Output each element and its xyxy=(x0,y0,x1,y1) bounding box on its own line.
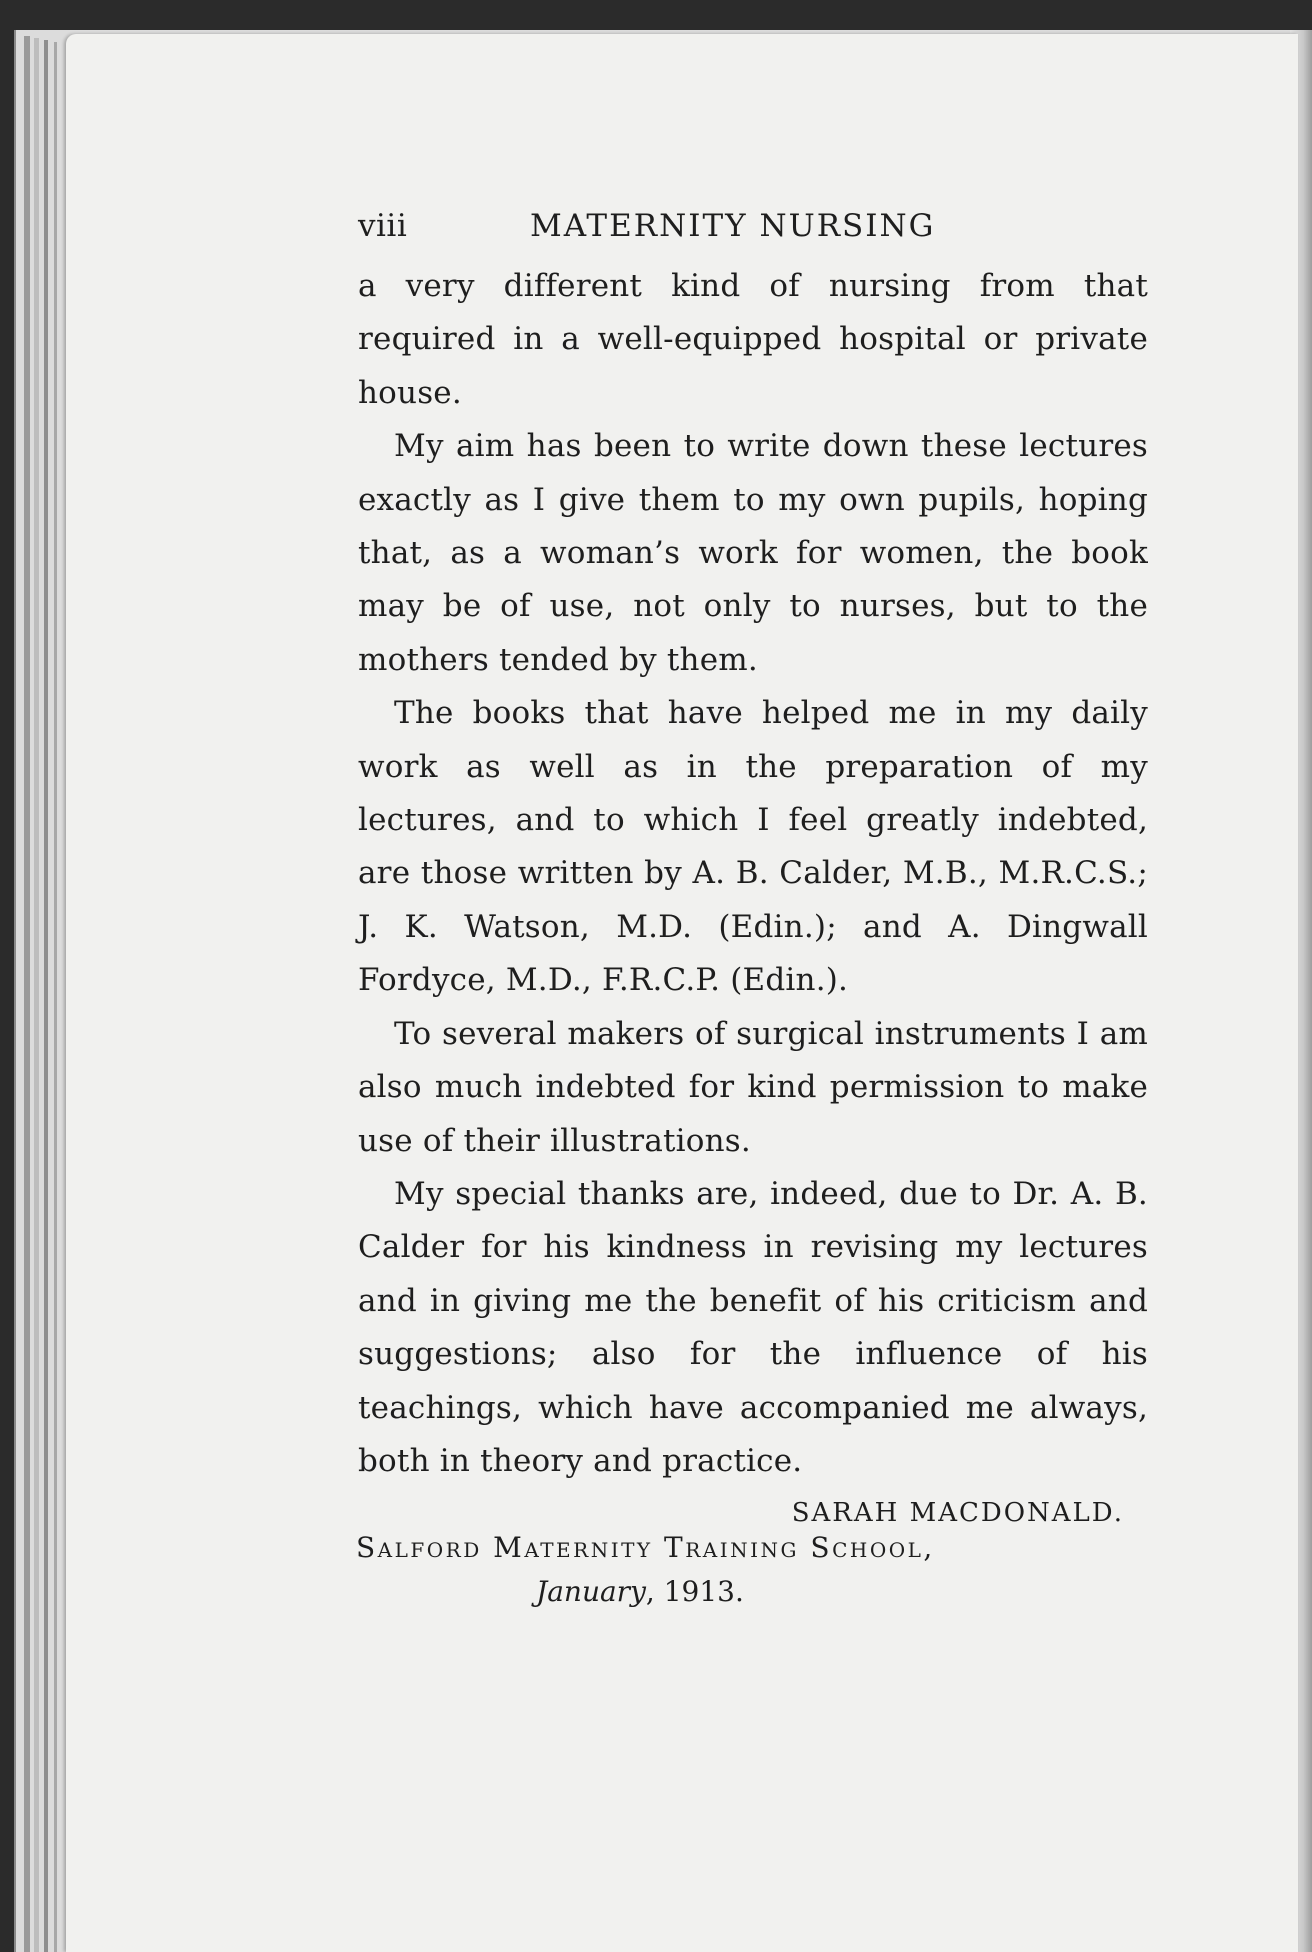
date-line xyxy=(356,1570,1056,1614)
page-edge xyxy=(34,38,39,1952)
running-title: MATERNITY NURSING xyxy=(530,208,936,244)
address-block xyxy=(356,1526,1056,1614)
page-edge xyxy=(24,36,30,1952)
paragraph-5: My special thanks are, indeed, due to Dr. A. B. Calder for his kindness in revising my lectures and in giving me the benefit of his criticism and suggestions; also for the influence of his teachings, which have accompanied me always, both in theory and practice. xyxy=(358,1175,1148,1479)
page-body xyxy=(358,200,1148,1538)
page-edge xyxy=(44,40,48,1952)
date-month: January xyxy=(536,1575,646,1608)
paragraph-2: My aim has been to write down these lectures exactly as I give them to my own pupils, hoping that, as a woman’s work for women, the book may be of use, not only to nurses, but to the mothers tended by them. xyxy=(358,428,1148,678)
date-year: , 1913. xyxy=(645,1575,744,1608)
paragraph-4: To several makers of surgical instruments I am also much indebted for kind permission to make use of their illustrations. xyxy=(358,1015,1148,1159)
signature: SARAH MACDONALD. xyxy=(791,1498,1124,1529)
paragraph-1: a very different kind of nursing from that required in a well-equipped hospital or private house. xyxy=(358,268,1148,411)
running-head xyxy=(358,200,1148,260)
paragraph-3: The books that have helped me in my daily work as well as in the preparation of my lectures, and to which I feel greatly indebted, are those written by A. B. Calder, M.B., M.R.C.S.; J. K. Watson, M.D. (Edin.); and A. Dingwall Fordyce, M.D., F.R.C.P. (Edin.). xyxy=(358,695,1148,999)
page-number: viii xyxy=(358,208,408,244)
school-name: Salford Maternity Training School, xyxy=(356,1531,935,1564)
page-edge xyxy=(54,42,57,1952)
